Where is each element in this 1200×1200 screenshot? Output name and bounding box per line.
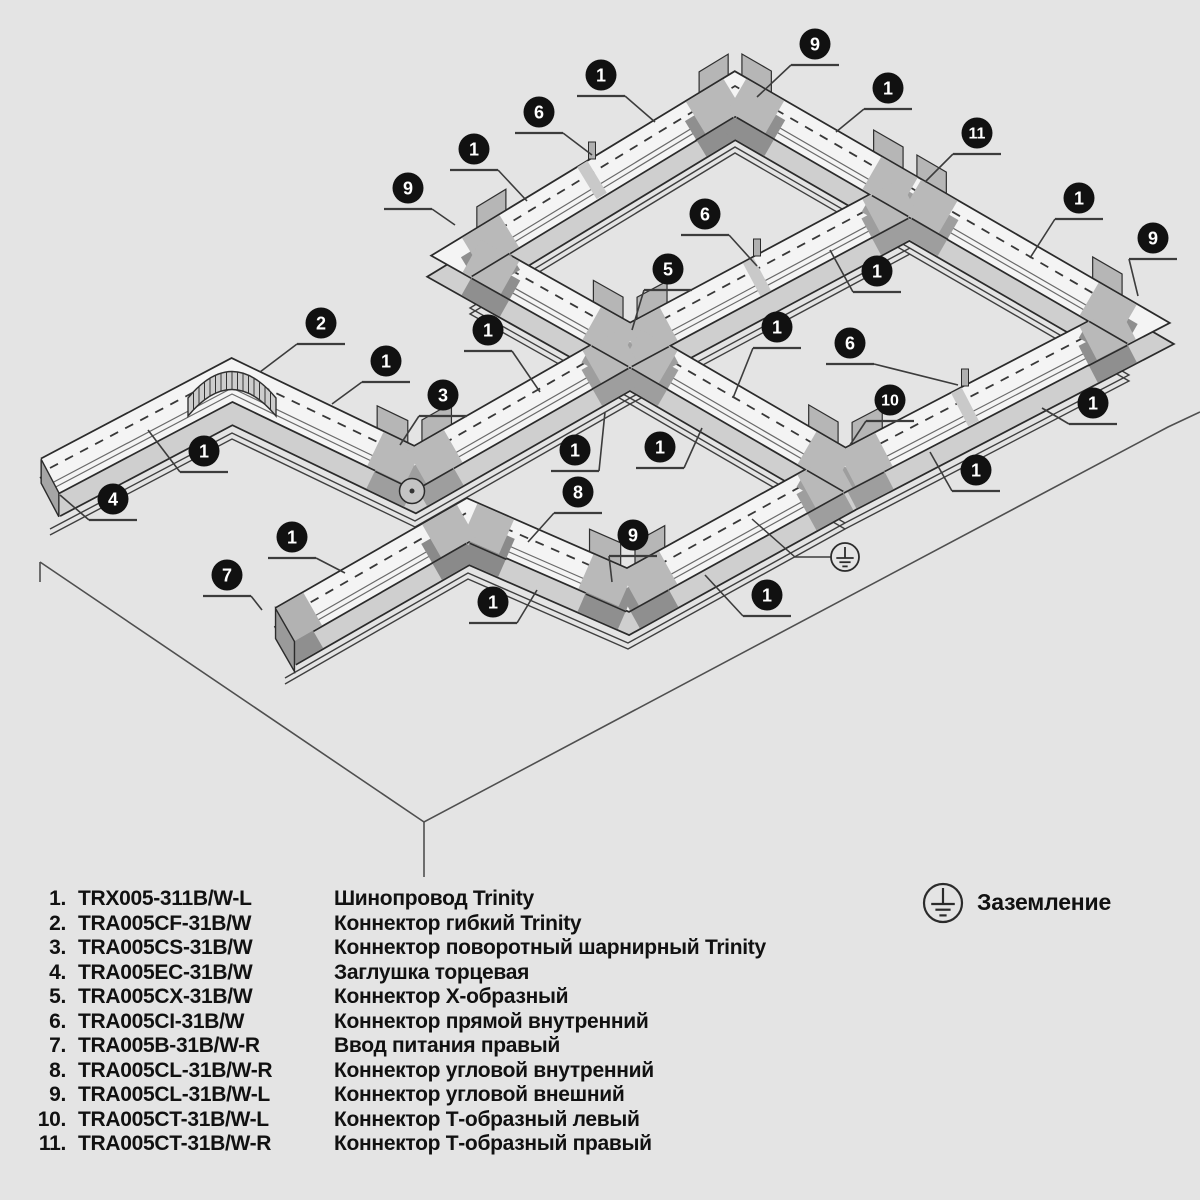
callout-1 xyxy=(836,73,912,133)
legend-item-number: 11. xyxy=(38,1132,66,1155)
svg-text:1: 1 xyxy=(771,317,783,338)
legend-item-desc: Коннектор Т-образный правый xyxy=(334,1132,652,1155)
svg-text:5: 5 xyxy=(662,259,674,280)
svg-text:9: 9 xyxy=(809,34,821,55)
swivel-connector xyxy=(400,479,425,504)
legend-item-code: TRA005B-31B/W-R xyxy=(78,1034,260,1057)
legend-item-number: 10. xyxy=(37,1107,66,1131)
svg-text:9: 9 xyxy=(627,525,639,546)
ceiling-plane-outline xyxy=(40,412,1200,877)
svg-text:1: 1 xyxy=(198,441,210,462)
svg-text:1: 1 xyxy=(1087,393,1099,414)
svg-text:2: 2 xyxy=(315,313,327,334)
legend-item-number: 4. xyxy=(49,960,66,984)
svg-text:1: 1 xyxy=(970,460,982,481)
callout-1 xyxy=(1030,183,1103,259)
legend-item-desc: Коннектор Т-образный левый xyxy=(334,1107,640,1131)
svg-text:11: 11 xyxy=(968,125,986,143)
legend-item-code: TRA005CL-31B/W-R xyxy=(78,1058,273,1082)
svg-text:1: 1 xyxy=(286,527,298,548)
legend-item-code: TRA005CF-31B/W xyxy=(78,911,252,935)
legend-item-desc: Коннектор угловой внешний xyxy=(334,1083,625,1106)
legend-item-number: 5. xyxy=(49,985,66,1008)
legend-item-desc: Коннектор гибкий Trinity xyxy=(334,911,582,935)
legend-item-code: TRA005CS-31B/W xyxy=(78,936,253,959)
legend-item-code: TRA005CT-31B/W-L xyxy=(78,1107,269,1131)
svg-text:10: 10 xyxy=(881,392,899,410)
legend-item-desc: Коннектор угловой внутренний xyxy=(334,1058,654,1082)
legend-item-11 xyxy=(36,1132,766,1157)
legend-item-7 xyxy=(36,1034,766,1059)
svg-text:8: 8 xyxy=(572,482,584,503)
svg-text:4: 4 xyxy=(107,489,119,510)
legend-item-number: 7. xyxy=(49,1034,66,1057)
legend-item-4 xyxy=(36,961,766,986)
svg-text:1: 1 xyxy=(761,585,773,606)
legend-item-code: TRA005CI-31B/W xyxy=(78,1009,245,1033)
callout-1 xyxy=(450,134,527,202)
svg-text:7: 7 xyxy=(221,565,233,586)
legend-item-code: TRA005EC-31B/W xyxy=(78,960,253,984)
svg-text:1: 1 xyxy=(482,320,494,341)
legend-item-number: 2. xyxy=(49,911,66,935)
parts-legend xyxy=(36,887,766,1157)
callout-2 xyxy=(260,308,345,373)
legend-item-number: 1. xyxy=(49,887,66,910)
legend-item-number: 6. xyxy=(49,1009,66,1033)
legend-item-code: TRA005CT-31B/W-R xyxy=(78,1132,272,1155)
svg-text:6: 6 xyxy=(699,204,711,225)
legend-item-1 xyxy=(36,887,766,912)
legend-item-5 xyxy=(36,985,766,1010)
svg-text:3: 3 xyxy=(437,385,449,406)
legend-item-desc: Коннектор Х-образный xyxy=(334,985,569,1008)
svg-text:1: 1 xyxy=(468,139,480,160)
legend-item-desc: Заглушка торцевая xyxy=(334,960,530,984)
power-feed xyxy=(276,609,313,672)
callout-6 xyxy=(515,97,592,156)
legend-item-6 xyxy=(36,1010,766,1035)
callout-9 xyxy=(384,173,455,226)
legend-item-desc: Коннектор прямой внутренний xyxy=(334,1009,649,1033)
svg-text:1: 1 xyxy=(654,437,666,458)
callout-7 xyxy=(203,560,262,611)
svg-text:1: 1 xyxy=(380,351,392,372)
svg-text:1: 1 xyxy=(1073,188,1085,209)
callout-6 xyxy=(681,199,757,267)
svg-text:1: 1 xyxy=(569,440,581,461)
legend-item-10 xyxy=(36,1108,766,1133)
legend-item-3 xyxy=(36,936,766,961)
ground-legend-symbol xyxy=(924,884,962,922)
legend-item-number: 9. xyxy=(49,1083,66,1106)
svg-text:1: 1 xyxy=(871,261,883,282)
svg-text:1: 1 xyxy=(595,65,607,86)
legend-item-desc: Ввод питания правый xyxy=(334,1034,560,1057)
legend-item-number: 3. xyxy=(49,936,66,959)
legend-item-desc: Шинопровод Trinity xyxy=(334,887,534,910)
legend-item-2 xyxy=(36,912,766,937)
legend-item-9 xyxy=(36,1083,766,1108)
callout-1 xyxy=(577,60,655,123)
callout-9 xyxy=(1129,223,1177,297)
callout-6 xyxy=(826,328,958,386)
legend-item-code: TRA005CX-31B/W xyxy=(78,985,253,1008)
svg-text:1: 1 xyxy=(882,78,894,99)
legend-item-code: TRX005-311B/W-L xyxy=(78,887,252,910)
svg-text:9: 9 xyxy=(402,178,414,199)
svg-text:1: 1 xyxy=(487,592,499,613)
legend-item-desc: Коннектор поворотный шарнирный Trinity xyxy=(334,936,766,959)
legend-item-8 xyxy=(36,1059,766,1084)
svg-text:6: 6 xyxy=(533,102,545,123)
svg-text:6: 6 xyxy=(844,333,856,354)
ground-legend-label: Заземление xyxy=(977,889,1112,915)
callout-1 xyxy=(332,346,410,405)
legend-item-number: 8. xyxy=(49,1058,66,1082)
legend-item-code: TRA005CL-31B/W-L xyxy=(78,1083,270,1106)
callout-1 xyxy=(268,522,345,574)
svg-text:9: 9 xyxy=(1147,228,1159,249)
